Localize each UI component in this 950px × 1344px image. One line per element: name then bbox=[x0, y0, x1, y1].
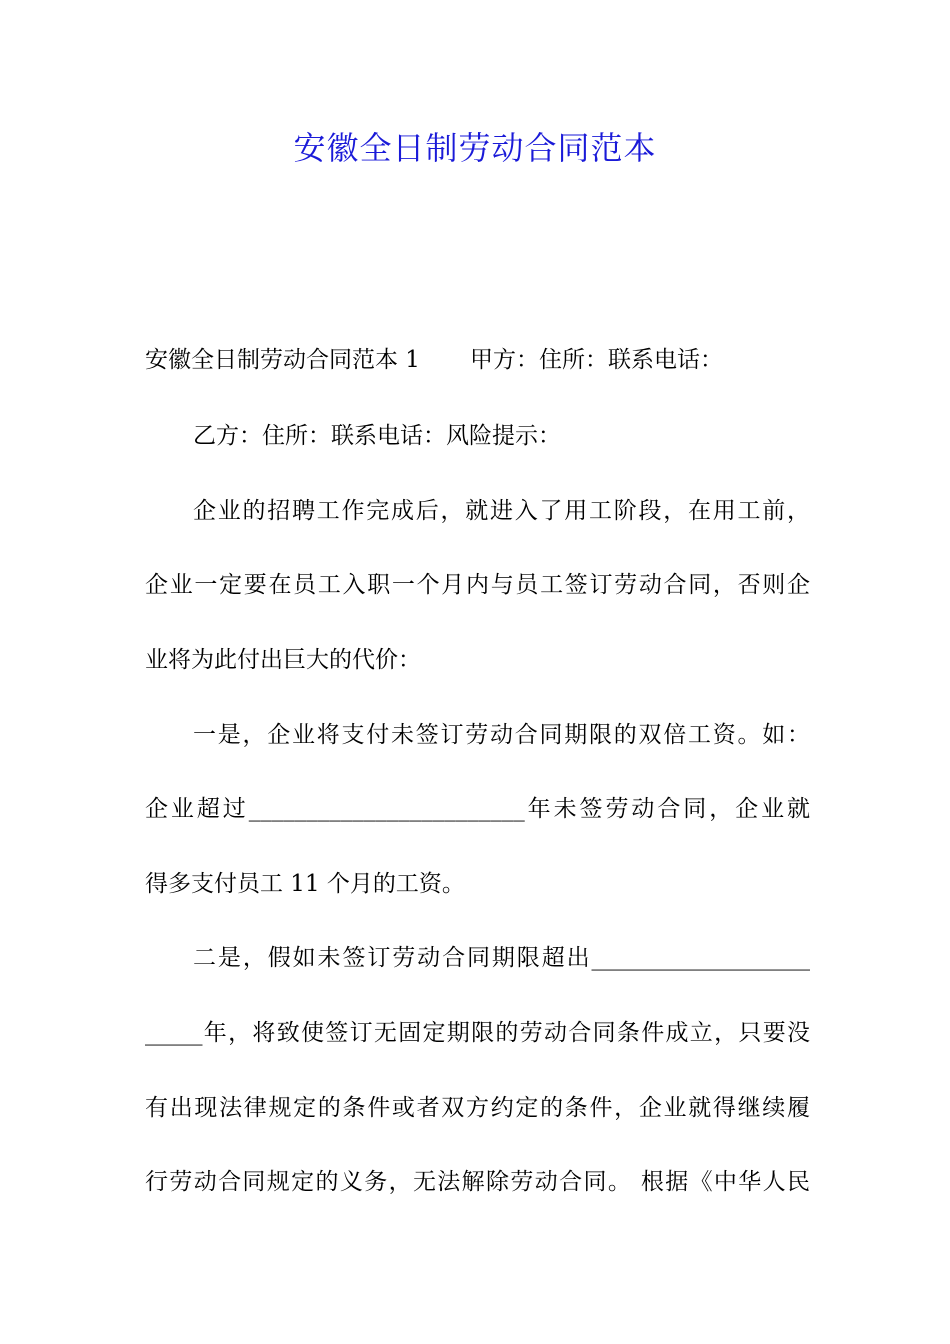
text-line-11: 有出现法律规定的条件或者双方约定的条件，企业就得继续履 bbox=[145, 1095, 810, 1121]
text-line-10: _____年，将致使签订无固定期限的劳动合同条件成立，只要没 bbox=[145, 1020, 810, 1046]
text-line-2: 乙方：住所：联系电话：风险提示： bbox=[193, 423, 561, 449]
text-line-3: 企业的招聘工作完成后，就进入了用工阶段，在用工前， bbox=[193, 498, 810, 524]
page-title: 安徽全日制劳动合同范本 bbox=[293, 129, 657, 167]
text-line-9: 二是，假如未签订劳动合同期限超出___________________ bbox=[193, 945, 810, 971]
text-line-1 bbox=[145, 345, 810, 375]
party-a-text: 甲方：住所：联系电话： bbox=[469, 347, 723, 373]
text-line-6: 一是，企业将支付未签订劳动合同期限的双倍工资。如： bbox=[193, 722, 810, 748]
contract-heading-text: 安徽全日制劳动合同范本 1 bbox=[145, 347, 420, 373]
text-line-7: 企业超过________________________年未签劳动合同，企业就 bbox=[145, 796, 810, 822]
text-line-4: 企业一定要在员工入职一个月内与员工签订劳动合同，否则企 bbox=[145, 572, 810, 598]
text-line-12: 行劳动合同规定的义务，无法解除劳动合同。 根据《中华人民 bbox=[145, 1169, 810, 1195]
text-line-5: 业将为此付出巨大的代价： bbox=[145, 647, 421, 673]
text-line-8: 得多支付员工 11 个月的工资。 bbox=[145, 871, 465, 897]
